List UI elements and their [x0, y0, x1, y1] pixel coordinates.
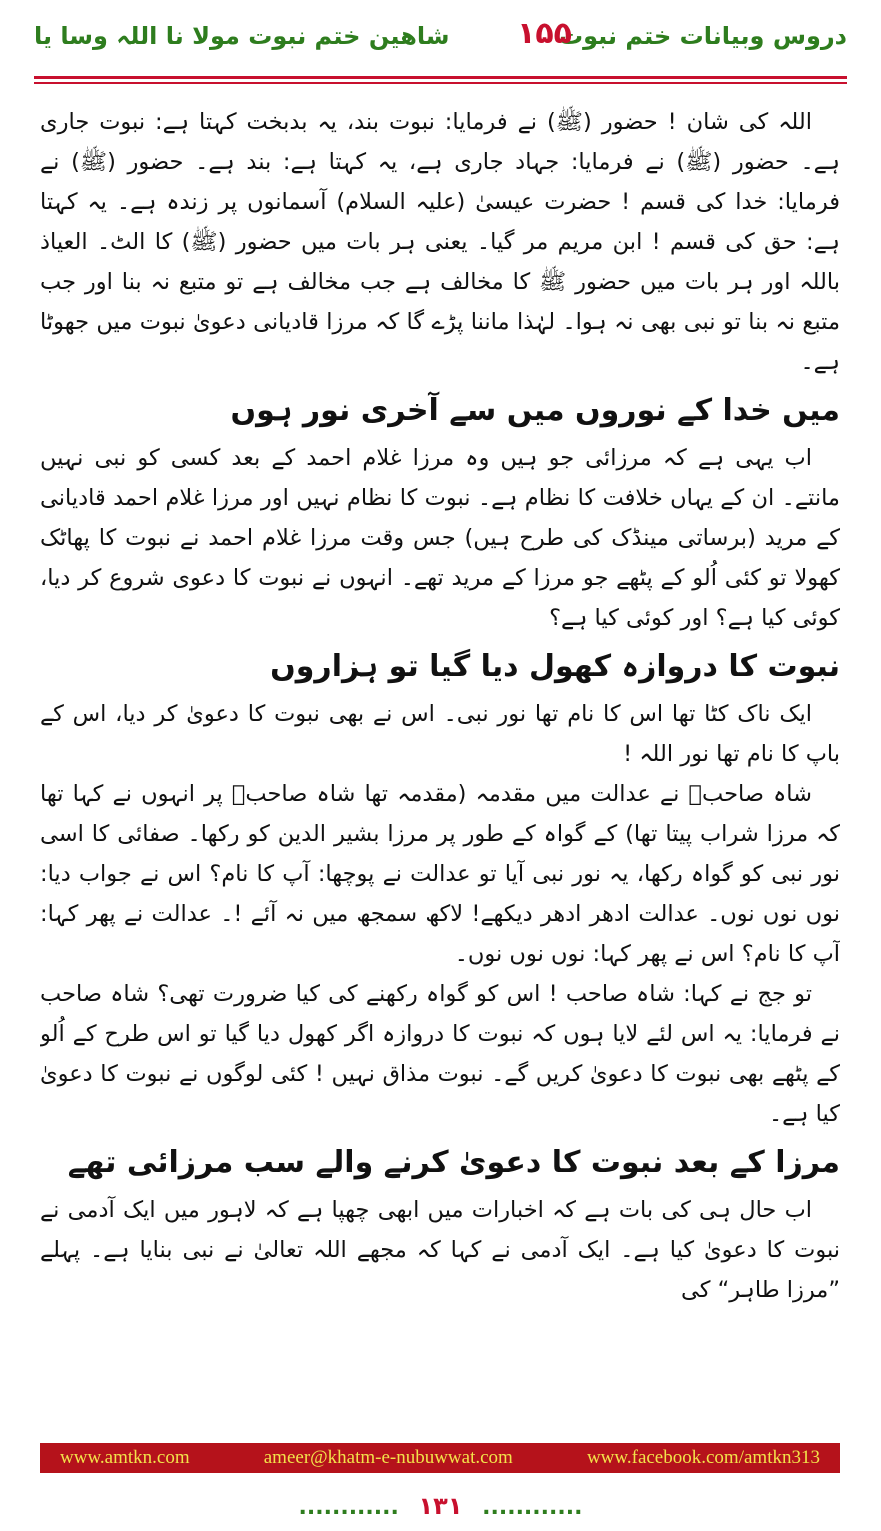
book-title: دروس وبیانات ختم نبوت: [559, 22, 847, 50]
paragraph-5: تو جج نے کہا: شاہ صاحب ! اس کو گواہ رکھنے کی کیا ضرورت تھی؟ شاہ صاحب نے فرمایا: یہ اس لئے لایا ہوں کہ نبوت کا دروازہ اگر کھول دیا گیا تو اس طرح کے اُلو کے پٹھے بھی نبوت کا دعویٰ کریں گے۔ نبوت مذاق نہیں ! کئی لوگوں نے نبوت کا دعویٰ کیا ہے۔: [40, 981, 840, 1127]
facebook-link[interactable]: www.facebook.com/amtkn313: [586, 1447, 820, 1468]
header-page-number: ۱۵۵: [517, 16, 572, 51]
paragraph-1: اللہ کی شان ! حضور (ﷺ) نے فرمایا: نبوت بند، یہ بدبخت کہتا ہے: نبوت جاری ہے۔ حضور (ﷺ) نے فرمایا: جہاد جاری ہے، یہ کہتا ہے: بند ہے۔ حضور (ﷺ) نے فرمایا: خدا کی قسم ! حضرت عیسیٰ (علیہ السلام) آسمانوں پر زندہ ہے۔ یہ کہتا ہے: حق کی قسم ! ابن مریم مر گیا۔ یعنی ہر بات میں حضور (ﷺ) کا الٹ۔ العیاذ باللہ اور ہر بات میں حضور ﷺ کا مخالف ہے جب مخالف ہے تو متبع نہ بنا اور جب متبع نہ بنا تو نبی بھی نہ ہوا۔ لہٰذا ماننا پڑے گا کہ مرزا قادیانی دعویٰ نبوت میں جھوٹا ہے۔: [40, 109, 840, 375]
page-body: [40, 102, 840, 1432]
paragraph-6: اب حال ہی کی بات ہے کہ اخبارات میں ابھی چھپا ہے کہ لاہور میں ایک آدمی نے نبوت کا دعویٰ کیا ہے۔ ایک آدمی نے کہا کہ مجھے اللہ تعالیٰ نے نبی بنایا ہے۔ پہلے ”مرزا طاہر“ کی: [40, 1197, 840, 1303]
section-heading-1: میں خدا کے نوروں میں سے آخری نور ہوں: [230, 393, 840, 428]
page-header: [34, 16, 847, 62]
paragraph-2: اب یہی ہے کہ مرزائی جو ہیں وہ مرزا غلام احمد کے بعد کسی کو نبی نہیں مانتے۔ ان کے یہاں خلافت کا نظام ہے۔ نبوت کا نظام نہیں اور مرزا غلام احمد قادیانی کے مرید (برساتی مینڈک کی طرح ہیں) جس وقت مرزا غلام احمد نے نبوت کا پھاٹک کھولا تو کئی اُلو کے پٹھے جو مرزا کے مرید تھے۔ انہوں نے نبوت کا دعوی شروع کر دیا، کوئی کیا ہے؟ اور کوئی کیا ہے؟: [40, 445, 840, 631]
author-title: شاھین ختم نبوت مولا نا اللہ وسا یا: [34, 22, 450, 50]
footer-dots-right: ............: [482, 1495, 583, 1520]
header-rule-top: [34, 76, 847, 79]
website-link[interactable]: www.amtkn.com: [60, 1447, 190, 1468]
contact-footer: [40, 1443, 840, 1473]
page-footer: [0, 1492, 881, 1522]
header-rule-bottom: [34, 82, 847, 84]
paragraph-3: ایک ناک کٹا تھا اس کا نام تھا نور نبی۔ اس نے بھی نبوت کا دعویٰ کر دیا، اس کے باپ کا نام تھا نور اللہ !: [40, 701, 840, 767]
section-heading-2: نبوت کا دروازہ کھول دیا گیا تو ہزاروں: [270, 649, 840, 684]
section-heading-3: مرزا کے بعد نبوت کا دعویٰ کرنے والے سب مرزائی تھے: [67, 1145, 840, 1180]
paragraph-4: شاہ صاحبؒ نے عدالت میں مقدمہ (مقدمہ تھا شاہ صاحبؒ پر انہوں نے کہا تھا کہ مرزا شراب پیتا تھا) کے گواہ کے طور پر مرزا بشیر الدین کو رکھا۔ صفائی کا اسی نور نبی کو گواہ رکھا، یہ نور نبی آیا تو عدالت نے پوچھا: آپ کا نام؟ اس نے جواب دیا: نوں نوں نوں۔ عدالت ادھر ادھر دیکھے! لاکھ سمجھ میں نہ آئے !۔ عدالت نے پھر کہا: آپ کا نام؟ اس نے پھر کہا: نوں نوں نوں۔: [40, 781, 840, 967]
footer-dots-left: ............: [298, 1495, 399, 1520]
email-link[interactable]: ameer@khatm-e-nubuwwat.com: [263, 1447, 513, 1468]
footer-page-number: ۱۳۱: [418, 1492, 463, 1520]
